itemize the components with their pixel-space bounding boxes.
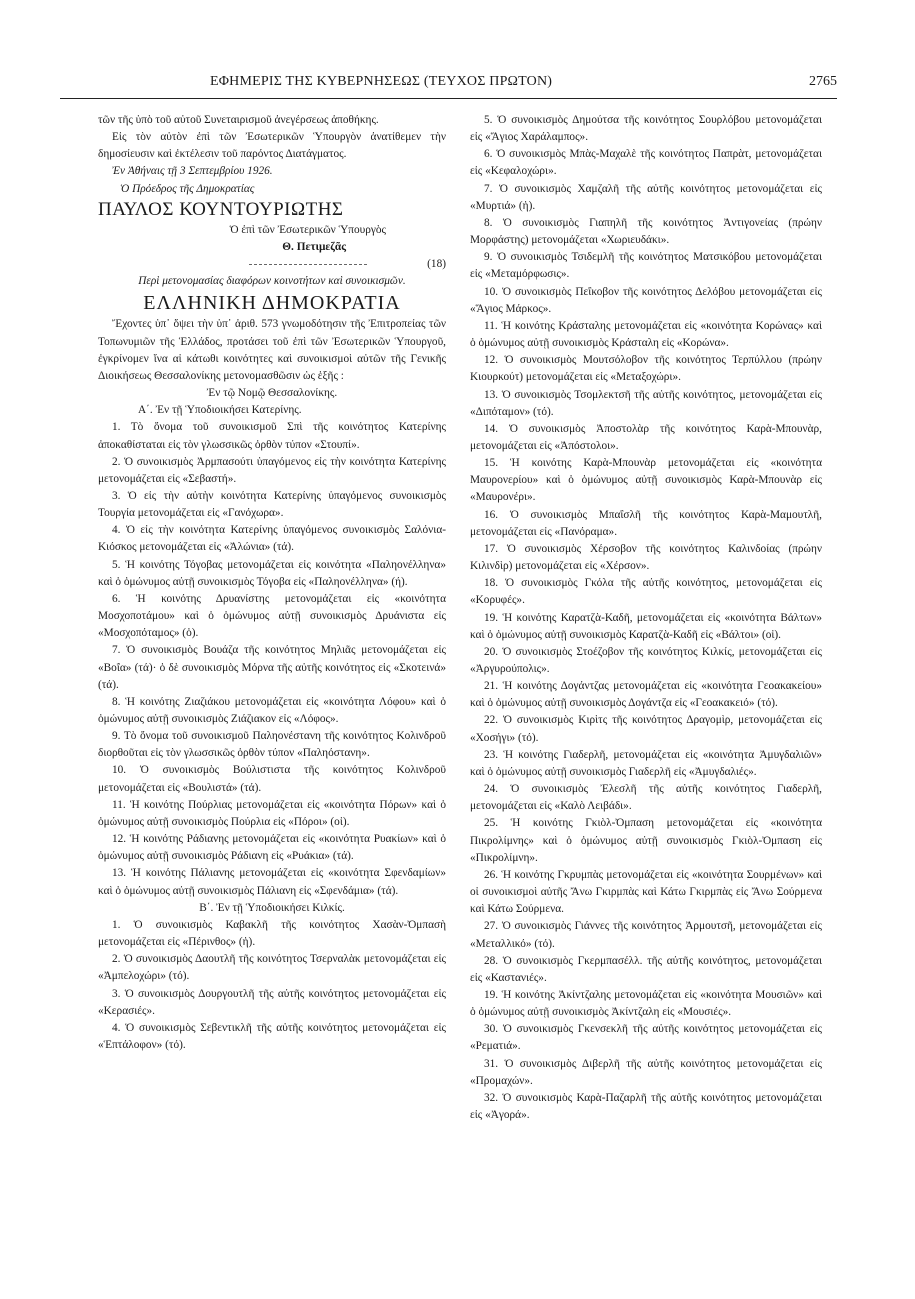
list-item: 6. Ὁ συνοικισμὸς Μπὰς-Μαχαλὲ τῆς κοινότητος Παπρὰτ, μετονομάζεται εἰς «Κεφαλοχώρι». xyxy=(470,148,822,178)
preamble: Ἔχοντες ὑπ᾽ ὄψει τὴν ὑπ᾽ ἀριθ. 573 γνωμοδότησιν τῆς Ἐπιτροπείας τῶν Τοπωνυμιῶν τῆς Ἑλλάδος, προτάσει τοῦ ἐπὶ τῶν Ἐσωτερικῶν Ὑπουργοῦ, ἐγκρίνομεν ἵνα αἱ κάτωθι κοινότητες καὶ συνοικισμοὶ αὐτῶν τῆς Γενικῆς Διοικήσεως Θεσσαλονίκης μετονομασθῶσιν ὡς ἑξῆς : xyxy=(98,318,446,382)
list-item: 13. Ὁ συνοικισμὸς Τσομλεκτσῆ τῆς αὐτῆς κοινότητος, μετονομάζεται εἰς «Διπόταμον» (τό). xyxy=(470,388,822,418)
list-item: 25. Ἡ κοινότης Γκιὸλ-Ὀμπαση μετονομάζεται εἰς «κοινότητα Πικρολίμνης» καὶ ὁ ὁμώνυμος αὐτῇ συνοικισμὸς Γκιὸλ-Ὀμπαση εἰς «Πικρολίμνη». xyxy=(470,817,822,864)
list-item: 32. Ὁ συνοικισμὸς Καρὰ-Παζαρλῆ τῆς αὐτῆς κοινότητος μετονομάζεται εἰς «Ἀγορά». xyxy=(470,1091,822,1122)
decree-date: Ἐν Ἀθήναις τῇ 3 Σεπτεμβρίου 1926. xyxy=(112,165,273,178)
section-b-list xyxy=(98,917,446,1054)
list-item: 16. Ὁ συνοικισμὸς Μπαΐσλῆ τῆς κοινότητος Καρὰ-Μαμουτλῆ, μετονομάζεται εἰς «Πανόραμα». xyxy=(470,508,822,538)
list-item: 19. Ἡ κοινότης Ἀκίντζαλης μετονομάζεται εἰς «κοινότητα Μουσιῶν» καὶ ὁ ὁμώνυμος αὐτῇ συνοικισμὸς Ἀκίντζαλη εἰς «Μουσιές». xyxy=(470,988,822,1019)
nomos-heading: Ἐν τῷ Νομῷ Θεσσαλονίκης. xyxy=(206,387,338,400)
list-item: 2. Ὁ συνοικισμὸς Δαουτλῆ τῆς κοινότητος Τσερναλὰκ μετονομάζεται εἰς «Ἀμπελοχώρι» (τό). xyxy=(98,953,446,983)
list-item: 15. Ἡ κοινότης Καρὰ-Μπουνὰρ μετονομάζεται εἰς «κοινότητα Μαυρονερίου» καὶ ὁ ὁμώνυμος αὐτῇ συνοικισμὸς Καρὰ-Μπουνὰρ εἰς «Μαυρονέρι». xyxy=(470,457,822,504)
list-item: 19. Ἡ κοινότης Καρατζὰ-Καδῆ, μετονομάζεται εἰς «κοινότητα Βάλτων» καὶ ὁ ὁμώνυμος αὐτῇ συνοικισμὸς Καρατζὰ-Καδῆ εἰς «Βάλτοι» (οἱ). xyxy=(470,611,822,641)
right-list xyxy=(470,112,822,1124)
list-item: 21. Ἡ κοινότης Δογάντζας μετονομάζεται εἰς «κοινότητα Γεοακακείου» καὶ ὁ ὁμώνυμος αὐτῇ συνοικισμὸς Δογάντζα εἰς «Γεοακακειό» (τό). xyxy=(470,680,822,710)
list-item: 26. Ἡ κοινότης Γκρυμπὰς μετονομάζεται εἰς «κοινότητα Σουρμένων» καὶ οἱ συνοικισμοὶ αὐτῆς Ἄνω Γκιρμπὰς καὶ Κάτω Γκιρμπὰς εἰς Ἄνω Σούρμενα καὶ Κάτω Σούρμενα. xyxy=(470,868,822,916)
list-item: 4. Ὁ εἰς τὴν κοινότητα Κατερίνης ὑπαγόμενος συνοικισμὸς Σαλόνια-Κιόσκος μετονομάζεται εἰς «Ἀλώνια» (τά). xyxy=(98,524,446,554)
right-column xyxy=(470,112,822,1124)
header-rule xyxy=(60,98,837,99)
minister-title: Ὁ ἐπὶ τῶν Ἐσωτερικῶν Ὑπουργὸς xyxy=(229,223,386,236)
list-item: 27. Ὁ συνοικισμὸς Γιάννες τῆς κοινότητος Ἀρμουτσῆ, μετονομάζεται εἰς «Μεταλλικό» (τό). xyxy=(470,920,822,950)
gazette-title: ΕΦΗΜΕΡΙΣ ΤΗΣ ΚΥΒΕΡΝΗΣΕΩΣ (ΤΕΥΧΟΣ ΠΡΩΤΟΝ) xyxy=(210,74,553,89)
list-item: 20. Ὁ συνοικισμὸς Στοέζοβον τῆς κοινότητος Κιλκίς, μετονομάζεται εἰς «Ἀργυρούπολις». xyxy=(470,645,822,675)
page-header xyxy=(60,74,837,96)
page-number: 2765 xyxy=(809,74,837,89)
list-item: 11. Ἡ κοινότης Κράσταλης μετονομάζεται εἰς «κοινότητα Κορώνας» καὶ ὁ ὁμώνυμος αὐτῇ συνοικισμὸς Κράσταλη εἰς «Κορώνα». xyxy=(470,319,822,350)
decree-number-line xyxy=(98,256,446,273)
list-item: Εἰς τὸν αὐτὸν ἐπὶ τῶν Ἐσωτερικῶν Ὑπουργὸν ἀνατίθεμεν τὴν δημοσίευσιν καὶ ἐκτέλεσιν τοῦ παρόντος Διατάγματος. xyxy=(98,131,446,161)
list-item: 12. Ὁ συνοικισμὸς Μουτσόλοβον τῆς κοινότητος Τερπύλλου (πρώην Κιουρκούτ) μετονομάζεται εἰς «Μεταξοχώρι». xyxy=(470,354,822,384)
list-item: 9. Ὁ συνοικισμὸς Τσιδεμλῆ τῆς κοινότητος Ματσικόβου μετονομάζεται εἰς «Μεταμόρφωσις». xyxy=(470,251,822,281)
section-b-heading: Β΄. Ἐν τῇ Ὑποδιοικήσει Κιλκίς. xyxy=(199,901,345,914)
list-item: τῶν τῆς ὑπὸ τοῦ αὐτοῦ Συνεταιρισμοῦ ἀνεγέρσεως ἀποθήκης. xyxy=(98,114,379,126)
list-item: 11. Ἡ κοινότης Πούρλιας μετονομάζεται εἰς «κοινότητα Πόρων» καὶ ὁ ὁμώνυμος αὐτῇ συνοικισμὸς Πούρλια εἰς «Πόροι» (οἱ). xyxy=(98,798,446,828)
list-item: 23. Ἡ κοινότης Γιαδερλῆ, μετονομάζεται εἰς «κοινότητα Ἀμυγδαλιῶν» καὶ ὁ ὁμώνυμος αὐτῇ συνοικισμὸς Γιαδερλῆ εἰς «Ἀμυγδαλιές». xyxy=(470,748,822,778)
decree-subject: Περὶ μετονομασίας διαφόρων κοινοτήτων καὶ συνοικισμῶν. xyxy=(138,275,406,288)
list-item: 6. Ἡ κοινότης Δρυανίστης μετονομάζεται εἰς «κοινότητα Μοσχοποτάμου» καὶ ὁ ὁμώνυμος αὐτῇ συνοικισμὸς Δρυάνιστα εἰς «Μοσχοπόταμος» (ὁ). xyxy=(98,592,446,640)
list-item: 4. Ὁ συνοικισμὸς Σεβεντικλῆ τῆς αὐτῆς κοινότητος μετονομάζεται εἰς «Ἑπτάλοφον» (τό). xyxy=(98,1021,446,1051)
intro-text xyxy=(98,112,446,163)
list-item: 1. Τὸ ὄνομα τοῦ συνοικισμοῦ Σπὶ τῆς κοινότητος Κατερίνης ἀποκαθίσταται εἰς τὸν γλωσσικῶς ὀρθὸν τύπον «Στουπί». xyxy=(98,421,446,451)
section-a-list xyxy=(98,419,446,899)
left-column xyxy=(98,112,446,1054)
list-item: 8. Ὁ συνοικισμὸς Γιαπηλῆ τῆς κοινότητος Ἀντιγονείας (πρώην Μορφάστης) μετονομάζεται «Χωριευδάκι». xyxy=(470,216,822,247)
list-item: 18. Ὁ συνοικισμὸς Γκόλα τῆς αὐτῆς κοινότητος, μετονομάζεται εἰς «Κορυφές». xyxy=(470,577,822,607)
list-item: 30. Ὁ συνοικισμὸς Γκενσεκλῆ τῆς αὐτῆς κοινότητος μετονομάζεται εἰς «Ρεματιά». xyxy=(470,1023,822,1053)
list-item: 17. Ὁ συνοικισμὸς Χέρσοβον τῆς κοινότητος Καλινδοίας (πρώην Κιλινδὶρ) μετονομάζεται εἰς «Χέρσον». xyxy=(470,542,822,573)
republic-heading: ΕΛΛΗΝΙΚΗ ΔΗΜΟΚΡΑΤΙΑ xyxy=(143,292,401,315)
president-title: Ὁ Πρόεδρος τῆς Δημοκρατίας xyxy=(120,182,255,195)
list-item: 1. Ὁ συνοικισμὸς Καβακλῆ τῆς κοινότητος Χασὰν-Ὀμπασὴ μετονομάζεται εἰς «Πέρινθος» (ἡ). xyxy=(98,918,446,949)
minister-name: Θ. Πετιμεζᾶς xyxy=(282,240,346,253)
list-item: 22. Ὁ συνοικισμὸς Κιρὶτς τῆς κοινότητος Δραγομὶρ, μετονομάζεται εἰς «Χοσήγι» (τό). xyxy=(470,714,822,744)
list-item: 3. Ὁ συνοικισμὸς Δουργουτλῆ τῆς αὐτῆς κοινότητος μετονομάζεται εἰς «Κερασιές». xyxy=(98,987,446,1017)
decree-number: (18) xyxy=(427,258,446,271)
list-item: 24. Ὁ συνοικισμὸς Ἐλεσλῆ τῆς αὐτῆς κοινότητος Γιαδερλῆ, μετονομάζεται εἰς «Καλὸ Λειβάδι». xyxy=(470,783,822,813)
list-item: 12. Ἡ κοινότης Ράδιανης μετονομάζεται εἰς «κοινότητα Ρυακίων» καὶ ὁ ὁμώνυμος αὐτῇ συνοικισμὸς Ράδιανη εἰς «Ρυάκια» (τά). xyxy=(98,833,446,863)
list-item: 14. Ὁ συνοικισμὸς Ἀποστολὰρ τῆς κοινότητος Καρὰ-Μπουνὰρ, μετονομάζεται εἰς «Ἀπόστολοι». xyxy=(470,422,822,452)
list-item: 3. Ὁ εἰς τὴν αὐτὴν κοινότητα Κατερίνης ὑπαγόμενος συνοικισμὸς Τουργία μετονομάζεται εἰς «Γανόχωρα». xyxy=(98,489,446,520)
list-item: 7. Ὁ συνοικισμὸς Βουάζα τῆς κοινότητος Μηλιᾶς μετονομάζεται εἰς «Βοΐα» (τά)· ὁ δὲ συνοικισμὸς Μόρνα τῆς αὐτῆς κοινότητος εἰς «Σκοτεινά» (τά). xyxy=(98,644,446,691)
list-item: 28. Ὁ συνοικισμὸς Γκερμπασέλλ. τῆς αὐτῆς κοινότητος, μετονομάζεται εἰς «Καστανιές». xyxy=(470,954,822,984)
list-item: 7. Ὁ συνοικισμὸς Χαμζαλῆ τῆς αὐτῆς κοινότητος μετονομάζεται εἰς «Μυρτιά» (ἡ). xyxy=(470,182,822,212)
list-item: 5. Ἡ κοινότης Τόγοβας μετονομάζεται εἰς κοινότητα «Παληονέλληνα» καὶ ὁ ὁμώνυμος αὐτῇ συνοικισμὸς Τόγοβα εἰς «Παληονέλληνα» (ή). xyxy=(98,558,446,588)
list-item: 10. Ὁ συνοικισμὸς Βούλιστιστα τῆς κοινότητος Κολινδροῦ μετονομάζεται εἰς «Βουλιστά» (τά). xyxy=(98,764,446,794)
list-item: 13. Ἡ κοινότης Πάλιανης μετονομάζεται εἰς «κοινότητα Σφενδαμίων» καὶ ὁ ὁμώνυμος αὐτῇ συνοικισμὸς Πάλιανη εἰς «Σφενδάμια» (τά). xyxy=(98,867,446,897)
president-name: ΠΑΥΛΟΣ ΚΟΥΝΤΟΥΡΙΩΤΗΣ xyxy=(98,198,344,220)
dotted-rule xyxy=(249,264,367,265)
list-item: 5. Ὁ συνοικισμὸς Δημούτσα τῆς κοινότητος Σουρλόβου μετονομάζεται εἰς «Ἅγιος Χαράλαμπος». xyxy=(470,114,822,144)
list-item: 8. Ἡ κοινότης Ζιαζιάκου μετονομάζεται εἰς «κοινότητα Λόφου» καὶ ὁ ὁμώνυμος αὐτῇ συνοικισμὸς Ζιάζιακον εἰς «Λόφος». xyxy=(98,695,446,725)
list-item: 2. Ὁ συνοικισμὸς Ἀρμπασούτι ὑπαγόμενος εἰς τὴν κοινότητα Κατερίνης μετονομάζεται εἰς «Σεβαστή». xyxy=(98,455,446,485)
list-item: 10. Ὁ συνοικισμὸς Πεΐκοβον τῆς κοινότητος Δελόβου μετονομάζεται εἰς «Ἅγιος Μάρκος». xyxy=(470,285,822,315)
list-item: 9. Τὸ ὄνομα τοῦ συνοικισμοῦ Παληονέστανη τῆς κοινότητος Κολινδροῦ διορθοῦται εἰς τὸν γλωσσικῶς ὀρθὸν τύπον «Παληόστανη». xyxy=(98,730,446,760)
section-a-heading: Α΄. Ἐν τῇ Ὑποδιοικήσει Κατερίνης. xyxy=(138,404,302,417)
list-item: 31. Ὁ συνοικισμὸς Διβερλῆ τῆς αὐτῆς κοινότητος μετονομάζεται εἰς «Προμαχών». xyxy=(470,1057,822,1087)
